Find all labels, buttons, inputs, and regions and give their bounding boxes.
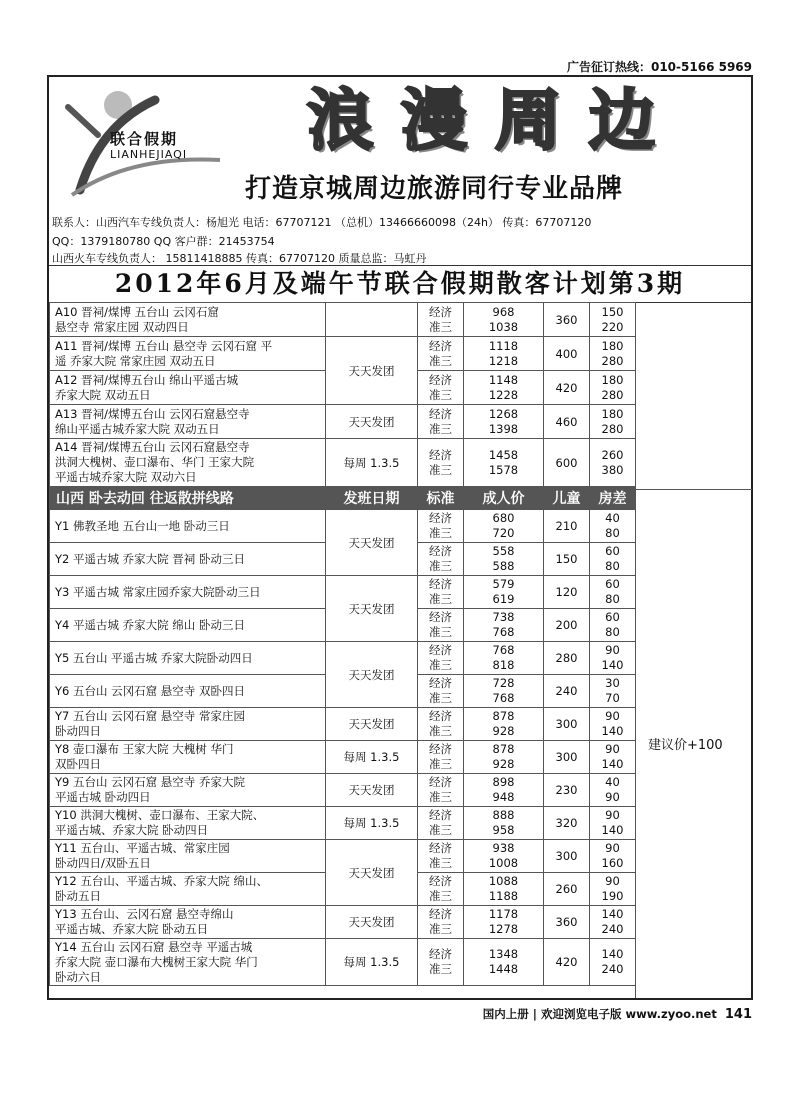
standard-value: 准三 <box>429 823 452 837</box>
route-line: A13 晋祠/煤博五台山 云冈石窟悬空寺 <box>55 406 250 421</box>
child-price: 210 <box>544 510 590 543</box>
schedule-cell: 天天发团 <box>326 405 418 439</box>
route-line: 平遥古城、乔家大院 卧动五日 <box>55 922 209 936</box>
adult-price-cell <box>464 939 544 986</box>
col-adult: 成人价 <box>464 487 544 510</box>
standard-cell <box>418 609 464 642</box>
route-row <box>50 439 636 487</box>
col-child: 儿童 <box>544 487 590 510</box>
adult-price: 1348 <box>488 947 519 961</box>
child-price: 360 <box>544 906 590 939</box>
room-diff: 80 <box>605 559 620 573</box>
footer-text: 国内上册 | 欢迎浏览电子版 www.zyoo.net <box>482 1007 717 1021</box>
route-desc <box>50 439 326 487</box>
room-diff-cell <box>590 939 636 986</box>
adult-price-cell <box>464 543 544 576</box>
schedule-cell: 天天发团 <box>326 337 418 405</box>
adult-price: 1278 <box>488 922 519 936</box>
room-diff: 40 <box>605 775 620 789</box>
standard-value: 准三 <box>429 691 452 705</box>
col-standard: 标准 <box>418 487 464 510</box>
route-row <box>50 741 636 774</box>
room-diff-cell <box>590 708 636 741</box>
adult-price: 768 <box>492 691 515 705</box>
logo-chinese: 联合假期 <box>110 130 179 148</box>
child-price: 200 <box>544 609 590 642</box>
standard-value: 经济 <box>429 676 452 690</box>
adult-price: 1218 <box>488 353 519 368</box>
page-number: 141 <box>724 1007 752 1022</box>
adult-price: 680 <box>492 511 515 525</box>
route-line: Y10 洪洞大槐树、壶口瀑布、王家大院、 <box>55 808 265 822</box>
standard-cell <box>418 675 464 708</box>
room-diff: 220 <box>601 319 624 334</box>
route-desc <box>50 405 326 439</box>
route-desc <box>50 609 326 642</box>
adult-price: 768 <box>492 625 515 639</box>
standard-cell <box>418 708 464 741</box>
route-line: Y2 平遥古城 乔家大院 晋祠 卧动三日 <box>55 551 245 566</box>
room-diff-cell <box>590 510 636 543</box>
standard-cell <box>418 774 464 807</box>
room-diff: 80 <box>605 625 620 639</box>
room-diff-cell <box>590 303 636 337</box>
route-desc <box>50 675 326 708</box>
section-header <box>50 487 636 510</box>
room-diff: 90 <box>605 841 620 855</box>
standard-value: 经济 <box>429 841 452 855</box>
standard-value: 经济 <box>429 643 452 657</box>
adult-price: 1448 <box>488 962 519 976</box>
standard-value: 准三 <box>429 889 452 903</box>
contact-line-1: 联系人：山西汽车专线负责人：杨旭光 电话：67707121 （总机）13466660098（24h） 传真：67707120 <box>52 216 592 229</box>
tagline: 打造京城周边旅游同行专业品牌 <box>245 174 624 204</box>
schedule-cell: 每周 1.3.5 <box>326 807 418 840</box>
standard-value: 经济 <box>429 775 452 789</box>
adult-price-cell <box>464 807 544 840</box>
room-diff: 140 <box>601 757 624 771</box>
room-diff-cell <box>590 807 636 840</box>
route-line: 卧动五日 <box>55 889 101 903</box>
room-diff: 280 <box>601 421 624 436</box>
route-desc <box>50 708 326 741</box>
route-line: Y9 五台山 云冈石窟 悬空寺 乔家大院 <box>55 775 245 789</box>
room-diff: 280 <box>601 353 624 368</box>
route-desc <box>50 939 326 986</box>
route-line: A11 晋祠/煤博 五台山 悬空寺 云冈石窟 平 <box>55 338 273 353</box>
room-diff: 140 <box>601 658 624 672</box>
adult-price: 878 <box>492 742 515 756</box>
col-room: 房差 <box>590 487 636 510</box>
room-diff: 150 <box>601 304 624 319</box>
standard-cell <box>418 439 464 487</box>
group-a-rows <box>50 303 636 487</box>
adult-price-cell <box>464 405 544 439</box>
adult-price-cell <box>464 708 544 741</box>
adult-price: 1228 <box>488 387 519 402</box>
schedule-cell: 每周 1.3.5 <box>326 741 418 774</box>
route-line: Y11 五台山、平遥古城、常家庄园 <box>55 841 230 855</box>
adult-price: 1088 <box>488 874 519 888</box>
schedule-cell: 每周 1.3.5 <box>326 939 418 986</box>
child-price: 240 <box>544 675 590 708</box>
route-row <box>50 337 636 371</box>
standard-value: 经济 <box>429 742 452 756</box>
standard-value: 经济 <box>429 610 452 624</box>
adult-price-cell <box>464 303 544 337</box>
standard-value: 经济 <box>429 447 452 462</box>
room-diff-cell <box>590 873 636 906</box>
standard-cell <box>418 510 464 543</box>
route-row <box>50 405 636 439</box>
section-name: 山西 卧去动回 往返散拼线路 <box>50 487 326 510</box>
schedule-cell: 天天发团 <box>326 510 418 576</box>
room-diff: 80 <box>605 526 620 540</box>
standard-value: 准三 <box>429 353 452 368</box>
child-price: 460 <box>544 405 590 439</box>
standard-value: 经济 <box>429 874 452 888</box>
route-line: Y5 五台山 平遥古城 乔家大院卧动四日 <box>55 650 253 665</box>
room-diff-cell <box>590 543 636 576</box>
adult-price: 878 <box>492 709 515 723</box>
ad-hotline: 广告征订热线：010-5166 5969 <box>566 60 752 74</box>
standard-cell <box>418 939 464 986</box>
adult-price-cell <box>464 774 544 807</box>
adult-price: 1118 <box>488 338 519 353</box>
schedule-cell: 天天发团 <box>326 840 418 906</box>
plan-title: 2012年6月及端午节联合假期散客计划第3期 <box>49 265 751 303</box>
standard-value: 准三 <box>429 625 452 639</box>
room-diff: 30 <box>605 676 620 690</box>
adult-price-cell <box>464 741 544 774</box>
adult-price: 558 <box>492 544 515 558</box>
route-line: 双卧四日 <box>55 757 101 771</box>
standard-value: 准三 <box>429 319 452 334</box>
room-diff-cell <box>590 405 636 439</box>
room-diff: 140 <box>601 724 624 738</box>
room-diff: 280 <box>601 387 624 402</box>
route-line: Y14 五台山 云冈石窟 悬空寺 平遥古城 <box>55 939 253 954</box>
adult-price: 728 <box>492 676 515 690</box>
magazine-title: 浪漫周边 <box>307 81 683 159</box>
route-desc <box>50 774 326 807</box>
standard-cell <box>418 337 464 371</box>
route-line: 平遥古城乔家大院 双动六日 <box>55 470 197 484</box>
route-line: 平遥古城 卧动四日 <box>55 790 151 804</box>
adult-price: 928 <box>492 757 515 771</box>
adult-price-cell <box>464 840 544 873</box>
room-diff: 70 <box>605 691 620 705</box>
route-line: Y6 五台山 云冈石窟 悬空寺 双卧四日 <box>55 683 245 698</box>
room-diff: 260 <box>601 447 624 462</box>
schedule-cell: 天天发团 <box>326 708 418 741</box>
child-price: 320 <box>544 807 590 840</box>
adult-price-cell <box>464 906 544 939</box>
standard-value: 经济 <box>429 304 452 319</box>
route-line: Y8 壶口瀑布 王家大院 大槐树 华门 <box>55 742 234 756</box>
room-diff-cell <box>590 371 636 405</box>
standard-cell <box>418 807 464 840</box>
route-desc <box>50 576 326 609</box>
standard-cell <box>418 741 464 774</box>
room-diff-cell <box>590 675 636 708</box>
standard-value: 准三 <box>429 462 452 477</box>
route-line: 悬空寺 常家庄园 双动四日 <box>55 319 189 334</box>
adult-price: 938 <box>492 841 515 855</box>
adult-price: 1578 <box>488 462 519 477</box>
child-price: 420 <box>544 371 590 405</box>
room-diff-cell <box>590 774 636 807</box>
adult-price: 588 <box>492 559 515 573</box>
adult-price: 619 <box>492 592 515 606</box>
child-price: 600 <box>544 439 590 487</box>
route-row <box>50 774 636 807</box>
adult-price: 1188 <box>488 889 519 903</box>
schedule-cell: 天天发团 <box>326 642 418 708</box>
child-price: 280 <box>544 642 590 675</box>
route-line: 乔家大院 双动五日 <box>55 387 151 402</box>
adult-price: 818 <box>492 658 515 672</box>
room-diff-cell <box>590 576 636 609</box>
room-diff-cell <box>590 609 636 642</box>
route-desc <box>50 543 326 576</box>
adult-price-cell <box>464 609 544 642</box>
room-diff-cell <box>590 906 636 939</box>
schedule-cell: 每周 1.3.5 <box>326 439 418 487</box>
adult-price-cell <box>464 439 544 487</box>
standard-value: 准三 <box>429 922 452 936</box>
standard-value: 准三 <box>429 658 452 672</box>
route-desc <box>50 303 326 337</box>
route-line: 乔家大院 壶口瀑布大槐树王家大院 华门 <box>55 954 258 969</box>
room-diff: 180 <box>601 406 624 421</box>
room-diff: 90 <box>605 709 620 723</box>
route-line: A12 晋祠/煤博五台山 绵山平遥古城 <box>55 372 239 387</box>
standard-value: 经济 <box>429 511 452 525</box>
standard-value: 经济 <box>429 372 452 387</box>
room-diff: 190 <box>601 889 624 903</box>
room-diff: 180 <box>601 338 624 353</box>
route-line: 卧动四日/双卧五日 <box>55 856 151 870</box>
room-diff-cell <box>590 741 636 774</box>
child-price: 230 <box>544 774 590 807</box>
room-diff: 90 <box>605 790 620 804</box>
route-line: 平遥古城、乔家大院 卧动四日 <box>55 823 209 837</box>
adult-price-cell <box>464 371 544 405</box>
contact-line-3: 山西火车专线负责人： 15811418885 传真：67707120 质量总监：马虹丹 <box>52 252 427 265</box>
route-line: Y3 平遥古城 常家庄园乔家大院卧动三日 <box>55 584 261 599</box>
standard-value: 准三 <box>429 387 452 402</box>
route-line: 遥 乔家大院 常家庄园 双动五日 <box>55 353 216 368</box>
room-diff: 160 <box>601 856 624 870</box>
route-line: Y7 五台山 云冈石窟 悬空寺 常家庄园 <box>55 709 245 723</box>
adult-price-cell <box>464 873 544 906</box>
route-desc <box>50 642 326 675</box>
room-diff: 180 <box>601 372 624 387</box>
child-price: 300 <box>544 741 590 774</box>
adult-price: 1148 <box>488 372 519 387</box>
col-schedule: 发班日期 <box>326 487 418 510</box>
route-row <box>50 807 636 840</box>
route-line: A14 晋祠/煤博五台山 云冈石窟悬空寺 <box>55 440 250 454</box>
route-row <box>50 708 636 741</box>
adult-price: 958 <box>492 823 515 837</box>
route-line: Y13 五台山、云冈石窟 悬空寺绵山 <box>55 907 234 921</box>
standard-value: 经济 <box>429 406 452 421</box>
route-line: 卧动四日 <box>55 724 101 738</box>
child-price: 260 <box>544 873 590 906</box>
standard-cell <box>418 840 464 873</box>
room-diff: 90 <box>605 742 620 756</box>
standard-value: 经济 <box>429 577 452 591</box>
child-price: 360 <box>544 303 590 337</box>
route-desc <box>50 873 326 906</box>
adult-price-cell <box>464 675 544 708</box>
room-diff: 80 <box>605 592 620 606</box>
route-line: Y12 五台山、平遥古城、乔家大院 绵山、 <box>55 874 268 888</box>
route-desc <box>50 337 326 371</box>
route-row <box>50 510 636 543</box>
logo-english: LIANHEJIAQI <box>110 148 188 161</box>
adult-price: 768 <box>492 643 515 657</box>
standard-cell <box>418 642 464 675</box>
adult-price: 1268 <box>488 406 519 421</box>
room-diff: 60 <box>605 544 620 558</box>
side-column <box>635 302 752 998</box>
standard-value: 准三 <box>429 559 452 573</box>
standard-cell <box>418 906 464 939</box>
route-line: A10 晋祠/煤博 五台山 云冈石窟 <box>55 304 219 319</box>
schedule-cell: 天天发团 <box>326 576 418 642</box>
route-desc <box>50 840 326 873</box>
adult-price: 1398 <box>488 421 519 436</box>
adult-price: 579 <box>492 577 515 591</box>
group-y-rows <box>50 510 636 986</box>
standard-cell <box>418 405 464 439</box>
side-column-top <box>636 302 752 490</box>
standard-cell <box>418 543 464 576</box>
adult-price: 720 <box>492 526 515 540</box>
adult-price: 898 <box>492 775 515 789</box>
adult-price-cell <box>464 510 544 543</box>
adult-price: 888 <box>492 808 515 822</box>
child-price: 120 <box>544 576 590 609</box>
standard-value: 准三 <box>429 592 452 606</box>
standard-value: 准三 <box>429 757 452 771</box>
standard-cell <box>418 873 464 906</box>
standard-value: 经济 <box>429 907 452 921</box>
child-price: 400 <box>544 337 590 371</box>
route-line: Y4 平遥古城 乔家大院 绵山 卧动三日 <box>55 617 245 632</box>
child-price: 150 <box>544 543 590 576</box>
standard-value: 准三 <box>429 526 452 540</box>
route-line: 洪洞大槐树、壶口瀑布、华门 王家大院 <box>55 455 255 469</box>
standard-value: 准三 <box>429 724 452 738</box>
room-diff: 240 <box>601 962 624 976</box>
adult-price: 738 <box>492 610 515 624</box>
adult-price-cell <box>464 337 544 371</box>
adult-price: 1178 <box>488 907 519 921</box>
adult-price: 948 <box>492 790 515 804</box>
route-desc <box>50 371 326 405</box>
room-diff: 60 <box>605 577 620 591</box>
room-diff: 90 <box>605 874 620 888</box>
standard-cell <box>418 576 464 609</box>
child-price: 300 <box>544 840 590 873</box>
room-diff: 240 <box>601 922 624 936</box>
adult-price-cell <box>464 576 544 609</box>
room-diff: 60 <box>605 610 620 624</box>
suggested-price-note: 建议价+100 <box>648 738 723 753</box>
route-row <box>50 840 636 873</box>
schedule-cell <box>326 303 418 337</box>
route-desc <box>50 906 326 939</box>
adult-price: 1038 <box>488 319 519 334</box>
contact-line-2: QQ：1379180780 QQ 客户群：21453754 <box>52 235 275 248</box>
route-line: Y1 佛教圣地 五台山一地 卧动三日 <box>55 518 230 533</box>
adult-price: 928 <box>492 724 515 738</box>
room-diff-cell <box>590 439 636 487</box>
room-diff: 40 <box>605 511 620 525</box>
route-row <box>50 906 636 939</box>
standard-value: 准三 <box>429 790 452 804</box>
room-diff: 140 <box>601 823 624 837</box>
child-price: 420 <box>544 939 590 986</box>
room-diff: 140 <box>601 907 624 921</box>
route-line: 绵山平遥古城乔家大院 双动五日 <box>55 421 220 436</box>
schedule-cell: 天天发团 <box>326 906 418 939</box>
room-diff: 90 <box>605 808 620 822</box>
footer <box>483 1006 752 1022</box>
child-price: 300 <box>544 708 590 741</box>
adult-price: 1008 <box>488 856 519 870</box>
route-row <box>50 576 636 609</box>
schedule-cell: 天天发团 <box>326 774 418 807</box>
room-diff: 380 <box>601 462 624 477</box>
route-desc <box>50 510 326 543</box>
standard-cell <box>418 303 464 337</box>
adult-price: 1458 <box>488 447 519 462</box>
route-row <box>50 642 636 675</box>
room-diff-cell <box>590 337 636 371</box>
adult-price-cell <box>464 642 544 675</box>
standard-value: 准三 <box>429 962 452 976</box>
room-diff-cell <box>590 840 636 873</box>
room-diff-cell <box>590 642 636 675</box>
route-desc <box>50 741 326 774</box>
standard-value: 经济 <box>429 338 452 353</box>
adult-price: 968 <box>492 304 515 319</box>
route-desc <box>50 807 326 840</box>
room-diff: 140 <box>601 947 624 961</box>
route-line: 卧动六日 <box>55 969 101 984</box>
standard-value: 准三 <box>429 421 452 436</box>
route-table <box>49 302 636 986</box>
standard-value: 准三 <box>429 856 452 870</box>
route-row <box>50 303 636 337</box>
room-diff: 90 <box>605 643 620 657</box>
standard-value: 经济 <box>429 808 452 822</box>
standard-cell <box>418 371 464 405</box>
standard-value: 经济 <box>429 544 452 558</box>
standard-value: 经济 <box>429 947 452 961</box>
route-row <box>50 939 636 986</box>
standard-value: 经济 <box>429 709 452 723</box>
